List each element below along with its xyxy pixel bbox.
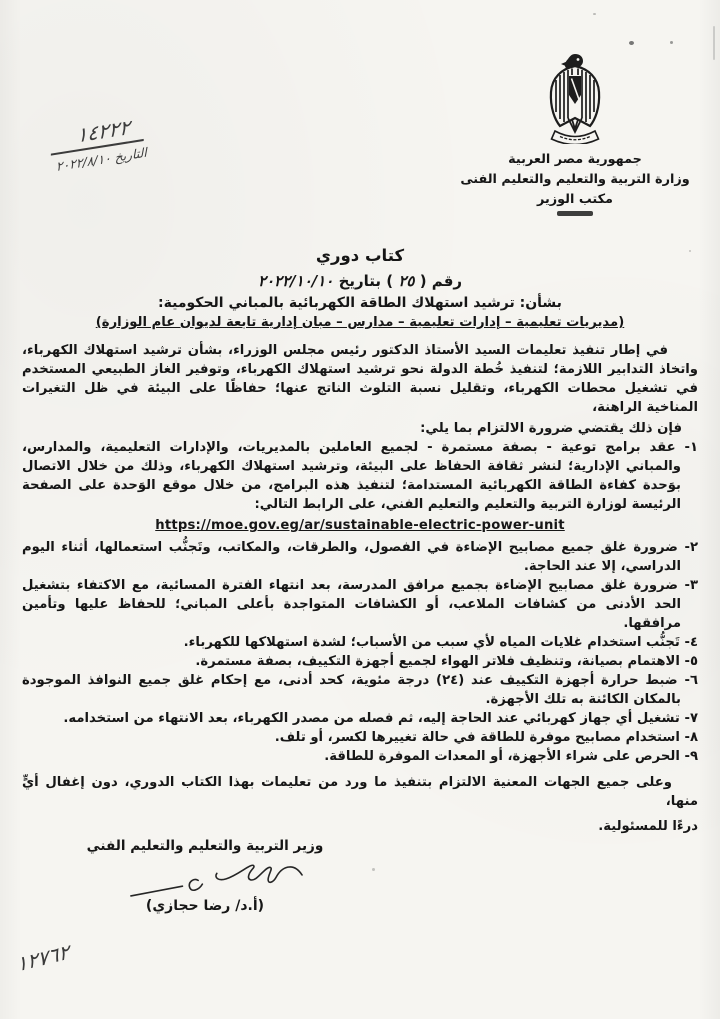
item-text: ضبط حرارة أجهزة التكييف عند (٢٤) درجة مئوية، كحد أدنى، مع إحكام غلق جميع النوافذ الموجودة بالمكان الكائنة به تلك الأجهزة. [22, 673, 681, 707]
number-suffix: ) بتاريخ [338, 272, 394, 290]
item-number: ٢- [684, 540, 698, 555]
document-number-value: ٢٥ [398, 272, 415, 290]
list-item-5 [22, 652, 698, 671]
list-item-4 [22, 633, 698, 652]
unit-link-url: https://moe.gov.eg/ar/sustainable-electric-power-unit [155, 518, 565, 533]
registration-date-label: التاريخ [114, 144, 148, 165]
scan-speck [629, 41, 634, 45]
item-number: ٦- [684, 673, 699, 688]
list-item-1 [22, 438, 698, 514]
item-number: ٣- [684, 578, 699, 593]
document-body [22, 341, 698, 836]
item-number: ٩- [684, 749, 698, 764]
scan-speck [689, 250, 691, 252]
item-text: الاهتمام بصيانة، وتنظيف فلاتر الهواء لجميع أجهزة التكييف، بصفة مستمرة. [195, 654, 680, 669]
registration-stamp [49, 113, 149, 174]
signature-block [50, 838, 360, 914]
number-prefix: رقم ( [419, 272, 463, 290]
item-text: تَجنُّب استخدام غلايات المياه لأي سبب من الأسباب؛ لشدة استهلاكها للكهرباء. [183, 635, 680, 650]
footer-handwritten-number: ١٢٧٦٢ [15, 939, 71, 977]
header-ministry: وزارة التربية والتعليم والتعليم الفنى [460, 171, 690, 187]
item-number: ٥- [684, 654, 698, 669]
header-office: مكتب الوزير [537, 191, 613, 207]
registration-date-value: ٢٠٢٢/٨/١٠ [55, 150, 112, 175]
subject-line: بشأن: ترشيد استهلاك الطاقة الكهربائية بالمباني الحكومية: [158, 295, 562, 311]
document-date-value: ٢٠٢٢/١٠/١٠ [257, 272, 334, 290]
document-title-block [0, 246, 720, 330]
recipients-line: (مديريات تعليمية – إدارات تعليمية – مدارس – مبان إدارية تابعة لديوان عام الوزارة) [95, 315, 625, 330]
item-text: ضرورة غلق مصابيح الإضاءة بجميع مرافق المدرسة، بعد انتهاء الفترة المسائية، مع الاكتفاء بتشغيل الحد الأدنى من كشافات الملاعب، أو الكشافات المتواجدة بأعلى المباني؛ للحفاظ عليها وتأمين مرافقها. [22, 578, 681, 631]
minister-name: (أ.د/ رضا حجازي) [145, 898, 265, 914]
minister-title: وزير التربية والتعليم والتعليم الفني [86, 838, 324, 854]
scan-edge-streak [713, 26, 715, 60]
item-text: الحرص على شراء الأجهزة، أو المعدات الموفرة للطاقة. [324, 749, 680, 764]
list-item-6 [22, 671, 698, 709]
egypt-eagle-emblem [547, 52, 603, 144]
list-item-9 [22, 747, 698, 766]
minister-signature-scribble [99, 851, 311, 904]
item-text: ضرورة غلق جميع مصابيح الإضاءة في الفصول، والطرقات، والمكاتب، وتَجنُّب استعمالها، أثناء اليوم الدراسي، إلا عند الحاجة. [22, 540, 681, 574]
closing-line: وعلى جميع الجهات المعنية الالتزام بتنفيذ ما ورد من تعليمات بهذا الكتاب الدوري، دون إغفال أيٍّ منها، [22, 775, 698, 809]
item-number: ٤- [684, 635, 698, 650]
item-number: ٨- [684, 730, 698, 745]
closing-line-2: درءًا للمسئولية. [598, 819, 698, 834]
unit-link-line [22, 516, 698, 535]
list-item-3 [22, 576, 698, 633]
item-text: تشغيل أي جهاز كهربائي عند الحاجة إليه، ثم فصله من مصدر الكهرباء، بعد الانتهاء من استخدامه. [63, 711, 680, 726]
list-item-2 [22, 538, 698, 576]
registration-number: ١٤٢٢٢ [51, 113, 144, 156]
scan-speck [372, 868, 375, 871]
list-item-7 [22, 709, 698, 728]
list-item-8 [22, 728, 698, 747]
header-country: جمهورية مصر العربية [508, 152, 642, 167]
document-number-line [0, 272, 720, 290]
intro-paragraph: في إطار تنفيذ تعليمات السيد الأستاذ الدكتور رئيس مجلس الوزراء، بشأن ترشيد استهلاك الكهرباء، واتخاذ التدابير اللازمة؛ لتنفيذ خُطة الدولة نحو ترشيد استهلاك الكهرباء، وتوفير الغاز الطبيعي المستخدم في تشغيل محطات الكهرباء، وتقليل نسبة التلوث الناتج عنها؛ حفاظًا على البيئة في ظل التغيرات المناخية الراهنة، [22, 343, 698, 415]
item-text: عقد برامج توعية - بصفة مستمرة - لجميع العاملين بالمديريات، والإدارات التعليمية، والمدارس، والمباني الإدارية؛ لنشر ثقافة الحفاظ على البيئة، وترشيد استهلاك الكهرباء، وذلك من خلال الاتصال بوَحدة كفاءة الطاقة الكهربائية المستدامة؛ لتنفيذ هذه البرامج، من خلال موقع الوَحدة على الصفحة الرئيسة لوزارة التربية والتعليم والتعليم الفني، على الرابط التالي: [22, 440, 681, 512]
item-number: ١- [684, 440, 699, 455]
scan-speck [593, 13, 596, 15]
item-text: استخدام مصابيح موفرة للطاقة في حالة تغييرها لكسر، أو تلف. [274, 730, 680, 745]
lead-in-line: فإن ذلك يقتضي ضرورة الالتزام بما يلي: [420, 421, 682, 436]
item-number: ٧- [684, 711, 698, 726]
letterhead [455, 52, 695, 216]
office-underline-mark [557, 211, 593, 216]
document-type-title: كتاب دوري [315, 246, 405, 265]
scan-speck [670, 41, 673, 44]
